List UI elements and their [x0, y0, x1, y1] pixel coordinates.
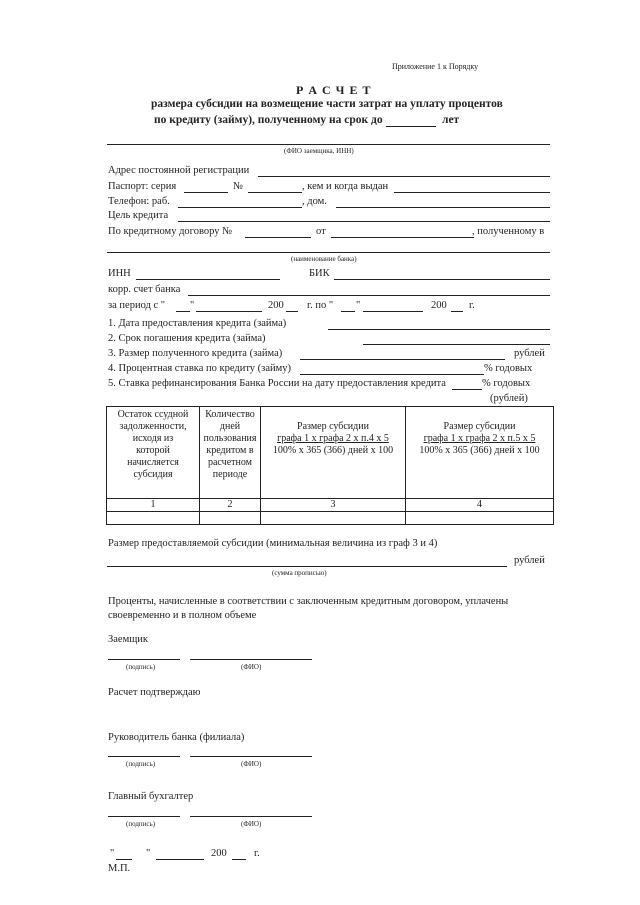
period-start-year: 200: [268, 300, 284, 311]
contract-date-field[interactable]: [331, 237, 474, 238]
sum-caption: (сумма прописью): [272, 569, 327, 577]
col-3-formula-numerator: графа 1 х графа 2 х п.4 х 5: [277, 433, 389, 444]
bik-field[interactable]: [334, 279, 550, 280]
period-end-day-field[interactable]: [341, 311, 355, 312]
borrower-fio-field[interactable]: [107, 144, 550, 145]
work-phone-field[interactable]: [178, 207, 302, 208]
bank-name-field[interactable]: [107, 252, 550, 253]
date-month-field[interactable]: [156, 859, 204, 860]
contract-label: По кредитному договору №: [108, 226, 233, 237]
fio-short-caption: (ФИО): [241, 663, 262, 671]
period-start-year-field[interactable]: [286, 311, 298, 312]
col-2-header-line: дней: [219, 421, 241, 432]
inn-label: ИНН: [108, 268, 131, 279]
currency-note: (рублей): [490, 393, 528, 404]
period-label: за период с ": [108, 300, 166, 311]
fio-short-caption: (ФИО): [241, 760, 262, 768]
contract-from-label: от: [316, 226, 326, 237]
bik-label: БИК: [309, 268, 330, 279]
fio-caption: (ФИО заемщика, ИНН): [284, 147, 354, 155]
period-end-month-field[interactable]: [363, 311, 423, 312]
passport-number-label: №: [233, 181, 244, 192]
col-2-header-line: кредитом в: [206, 445, 254, 456]
col-1-header-line: субсидия: [133, 469, 173, 480]
col-number: 1: [107, 499, 200, 512]
item-4-unit: % годовых: [484, 363, 533, 374]
period-start-day-field[interactable]: [176, 311, 190, 312]
purpose-field[interactable]: [178, 221, 550, 222]
bank-caption: (наименование банка): [291, 255, 357, 263]
col-3-title: Размер субсидии: [297, 421, 369, 432]
borrower-signature-field[interactable]: [108, 659, 180, 660]
col-4-title: Размер субсидии: [443, 421, 516, 432]
subsidy-table: [106, 406, 554, 525]
col-2-header-line: Количество: [205, 409, 255, 420]
table-cell[interactable]: [406, 512, 554, 525]
col-number: 2: [200, 499, 261, 512]
document-title: Р А С Ч Е Т: [296, 83, 372, 97]
date-g: г.: [254, 848, 260, 859]
col-4-formula-denominator: 100% х 365 (366) дней х 100: [419, 445, 540, 456]
term-field[interactable]: [386, 126, 436, 127]
home-phone-label: , дом.: [302, 196, 327, 207]
passport-number-field[interactable]: [248, 192, 302, 193]
col-1-header-line: которой: [136, 445, 170, 456]
col-4-header: [406, 407, 554, 499]
subsidy-unit: рублей: [514, 555, 545, 566]
period-start-month-field[interactable]: [196, 311, 262, 312]
address-label: Адрес постоянной регистрации: [108, 165, 250, 176]
col-3-header: [261, 407, 406, 499]
item-3-field[interactable]: [300, 359, 505, 360]
interest-text-line1: Проценты, начисленные в соответствии с заключенным кредитным договором, уплачены: [108, 596, 509, 607]
table-cell[interactable]: [107, 512, 200, 525]
col-1-header: [107, 407, 200, 499]
period-g: г.: [469, 300, 475, 311]
bank-head-signature-field[interactable]: [108, 756, 180, 757]
passport-issued-field[interactable]: [394, 192, 550, 193]
purpose-label: Цель кредита: [108, 210, 169, 221]
period-end-year: 200: [431, 300, 447, 311]
period-to-label: г. по ": [307, 300, 334, 311]
quote-mark: ": [356, 300, 361, 311]
col-2-header: [200, 407, 261, 499]
bank-head-label: Руководитель банка (филиала): [108, 732, 245, 743]
item-4-label: 4. Процентная ставка по кредиту (займу): [108, 363, 291, 374]
col-2-header-line: расчетном: [207, 457, 252, 468]
date-year: 200: [211, 848, 227, 859]
contract-received-label: , полученному в: [472, 226, 545, 237]
corr-account-label: корр. счет банка: [108, 284, 181, 295]
appendix-note: Приложение 1 к Порядку: [392, 62, 479, 71]
signature-caption: (подпись): [126, 820, 156, 828]
address-field[interactable]: [258, 176, 550, 177]
accountant-signature-field[interactable]: [108, 816, 180, 817]
bank-head-fio-field[interactable]: [190, 756, 312, 757]
confirm-label: Расчет подтверждаю: [108, 687, 201, 698]
item-2-label: 2. Срок погашения кредита (займа): [108, 333, 266, 344]
col-1-header-line: начисляется: [127, 457, 179, 468]
borrower-fio-sign-field[interactable]: [190, 659, 312, 660]
item-3-label: 3. Размер полученного кредита (займа): [108, 348, 283, 359]
document-subtitle-line2: по кредиту (займу), полученному на срок до: [154, 114, 383, 126]
table-cell[interactable]: [200, 512, 261, 525]
item-1-label: 1. Дата предоставления кредита (займа): [108, 318, 287, 329]
date-quote-close: ": [146, 848, 151, 859]
subsidy-sum-field[interactable]: [107, 566, 507, 567]
years-label: лет: [442, 114, 460, 126]
col-3-formula-denominator: 100% х 365 (366) дней х 100: [272, 445, 394, 456]
item-4-field[interactable]: [300, 374, 484, 375]
col-1-header-line: задолженности,: [119, 421, 187, 432]
date-quote-open: ": [110, 848, 115, 859]
accountant-label: Главный бухгалтер: [108, 791, 194, 802]
item-5-unit: % годовых: [482, 378, 531, 389]
home-phone-field[interactable]: [336, 207, 550, 208]
borrower-label: Заемщик: [108, 634, 149, 645]
interest-text-line2: своевременно и в полном объеме: [108, 610, 257, 621]
signature-caption: (подпись): [126, 760, 156, 768]
signature-caption: (подпись): [126, 663, 156, 671]
accountant-fio-field[interactable]: [190, 816, 312, 817]
item-1-field[interactable]: [328, 329, 550, 330]
fio-short-caption: (ФИО): [241, 820, 262, 828]
phone-label: Телефон: раб.: [108, 196, 170, 207]
inn-field[interactable]: [136, 279, 280, 280]
passport-label: Паспорт: серия: [108, 181, 177, 192]
item-5-field[interactable]: [452, 389, 482, 390]
item-3-unit: рублей: [514, 348, 545, 359]
passport-issued-label: , кем и когда выдан: [302, 181, 389, 192]
item-5-label: 5. Ставка рефинансирования Банка России на дату предоставления кредита: [108, 378, 446, 389]
contract-number-field[interactable]: [245, 237, 311, 238]
col-1-header-line: исходя из: [132, 433, 174, 444]
col-number: 4: [406, 499, 554, 512]
date-day-field[interactable]: [116, 859, 132, 860]
col-4-formula-numerator: графа 1 х графа 2 х п.5 х 5: [423, 433, 536, 444]
corr-account-field[interactable]: [188, 295, 550, 296]
quote-mark: ": [190, 300, 195, 311]
subsidy-label: Размер предоставляемой субсидии (минимальная величина из граф 3 и 4): [108, 538, 438, 549]
date-year-field[interactable]: [232, 859, 246, 860]
table-cell[interactable]: [261, 512, 406, 525]
passport-series-field[interactable]: [184, 192, 228, 193]
item-2-field[interactable]: [363, 344, 550, 345]
col-number: 3: [261, 499, 406, 512]
col-2-header-line: пользования: [203, 433, 257, 444]
col-2-header-line: периоде: [212, 469, 248, 480]
col-1-header-line: Остаток ссудной: [117, 409, 189, 420]
document-subtitle-line1: размера субсидии на возмещение части затрат на уплату процентов: [151, 98, 503, 110]
stamp-label: М.П.: [108, 863, 131, 874]
period-end-year-field[interactable]: [451, 311, 463, 312]
